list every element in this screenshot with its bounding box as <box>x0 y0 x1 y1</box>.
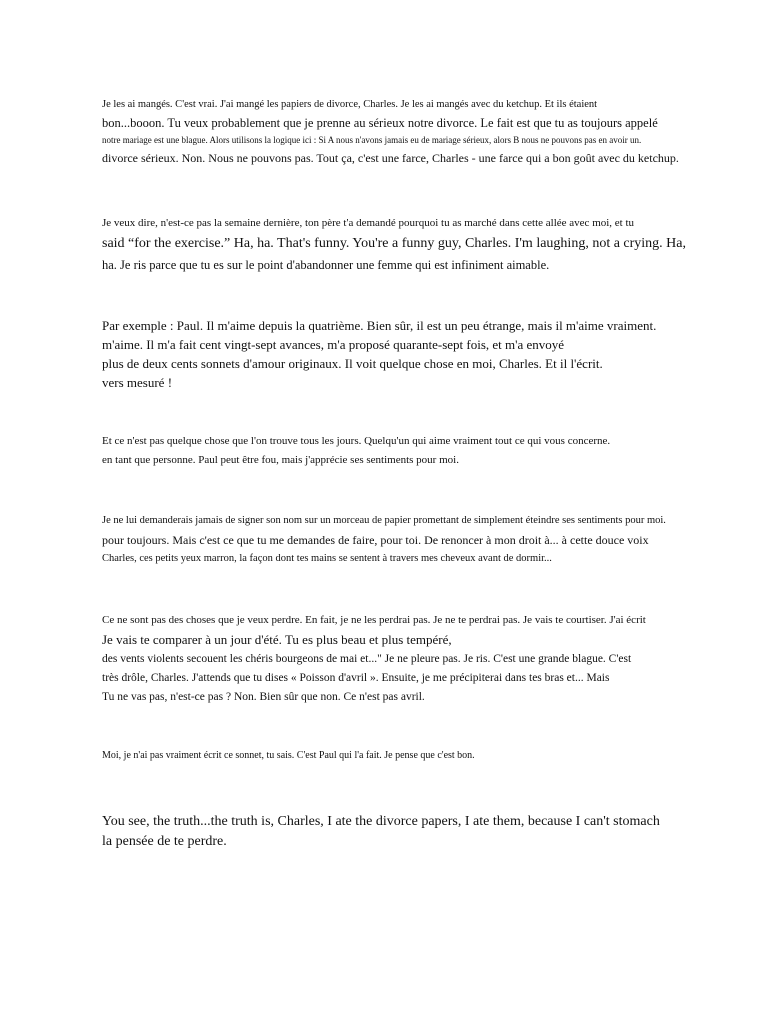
text-line: Ce ne sont pas des choses que je veux perdre. En fait, je ne les perdrai pas. Je ne te perdrai pas. Je vais te courtiser. J'ai écrit <box>102 614 646 626</box>
text-line: m'aime. Il m'a fait cent vingt-sept avances, m'a proposé quarante-sept fois, et m'a envoyé <box>102 337 565 352</box>
text-line: des vents violents secouent les chéris bourgeons de mai et..." Je ne pleure pas. Je ris. C'est une grande blague. C'est <box>102 653 632 665</box>
paragraph-5 <box>102 511 742 568</box>
text-line: en tant que personne. Paul peut être fou, mais j'apprécie ses sentiments pour moi. <box>102 454 459 466</box>
text-line: très drôle, Charles. J'attends que tu dises « Poisson d'avril ». Ensuite, je me précipiterai dans tes bras et... Mais <box>102 672 610 684</box>
paragraph-8 <box>102 812 742 852</box>
paragraph-4 <box>102 432 742 470</box>
text-line: Et ce n'est pas quelque chose que l'on trouve tous les jours. Quelqu'un qui aime vraiment tout ce qui vous concerne. <box>102 435 611 447</box>
text-line: Moi, je n'ai pas vraiment écrit ce sonnet, tu sais. C'est Paul qui l'a fait. Je pense que c'est bon. <box>102 750 475 761</box>
text-line: Charles, ces petits yeux marron, la façon dont tes mains se sentent à travers mes cheveux avant de dormir... <box>102 553 552 564</box>
text-line: Tu ne vas pas, n'est-ce pas ? Non. Bien sûr que non. Ce n'est pas avril. <box>102 691 425 703</box>
text-line: Je ne lui demanderais jamais de signer son nom sur un morceau de papier promettant de simplement éteindre ses sentiments pour moi. <box>102 515 666 526</box>
text-line: Je veux dire, n'est-ce pas la semaine dernière, ton père t'a demandé pourquoi tu as marché dans cette allée avec moi, et tu <box>102 217 635 229</box>
text-line: Par exemple : Paul. Il m'aime depuis la quatrième. Bien sûr, il est un peu étrange, mais il m'aime vraiment. <box>102 318 657 333</box>
text-line: ha. Je ris parce que tu es sur le point d'abandonner une femme qui est infiniment aimable. <box>102 258 550 272</box>
text-line: Je vais te comparer à un jour d'été. Tu es plus beau et plus tempéré, <box>102 632 452 647</box>
paragraph-6 <box>102 611 742 707</box>
paragraph-1 <box>102 96 742 168</box>
text-line: You see, the truth...the truth is, Charles, I ate the divorce papers, I ate them, because I can't stomach <box>102 814 660 829</box>
text-line: la pensée de te perdre. <box>102 834 227 849</box>
paragraph-7 <box>102 747 742 765</box>
text-line: notre mariage est une blague. Alors utilisons la logique ici : Si A nous n'avons jamais eu de mariage sérieux, alors B nous ne pouvons pas en avoir un. <box>102 135 642 145</box>
text-line: said “for the exercise.” Ha, ha. That's funny. You're a funny guy, Charles. I'm laughing, not a crying. Ha, <box>102 236 687 251</box>
text-line: vers mesuré ! <box>102 375 173 390</box>
text-line: divorce sérieux. Non. Nous ne pouvons pas. Tout ça, c'est une farce, Charles - une farce qui a bon goût avec du ketchup. <box>102 151 679 165</box>
text-line: bon...booon. Tu veux probablement que je prenne au sérieux notre divorce. Le fait est que tu as toujours appelé <box>102 116 658 130</box>
paragraph-2 <box>102 214 742 275</box>
text-line: pour toujours. Mais c'est ce que tu me demandes de faire, pour toi. De renoncer à mon droit à... à cette douce voix <box>102 533 649 547</box>
text-line: plus de deux cents sonnets d'amour originaux. Il voit quelque chose en moi, Charles. Et il l'écrit. <box>102 356 603 371</box>
paragraph-3 <box>102 316 742 392</box>
text-line: Je les ai mangés. C'est vrai. J'ai mangé les papiers de divorce, Charles. Je les ai mangés avec du ketchup. Et ils étaient <box>102 99 598 110</box>
